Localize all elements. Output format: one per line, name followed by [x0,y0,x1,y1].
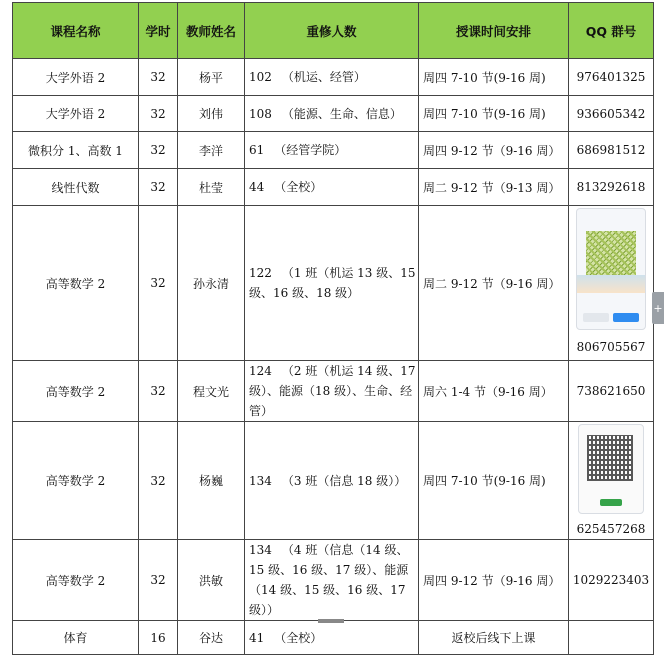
teacher-name: 程文光 [178,361,245,422]
teacher-name: 洪敏 [178,540,245,621]
course-name: 体育 [13,621,139,655]
enrollment-cell [245,59,419,96]
enrollment-count: 122 [249,266,272,280]
enrollment-count: 44 [249,180,265,194]
enrollment-count: 108 [249,106,272,121]
enrollment-cell [245,422,419,540]
course-name: 高等数学 2 [13,206,139,361]
course-hours: 32 [139,59,178,96]
enrollment-note: （4 班（信息（14 级、15 级、16 级、17 级）、能源（14 级、15 级、16 级、17 级）） [249,543,409,617]
enrollment-note: （经管学院） [274,143,347,157]
course-name: 高等数学 2 [13,361,139,422]
course-hours: 32 [139,132,178,169]
teacher-name: 杨平 [178,59,245,96]
qq-group-number: 686981512 [569,132,654,169]
horizontal-scrollbar[interactable] [318,619,344,623]
enrollment-note: （全校） [274,630,323,645]
table-row [13,206,654,361]
enrollment-cell [245,96,419,132]
qq-group-number: 806705567 [576,340,646,354]
header-enrollment: 重修人数 [245,3,419,59]
course-hours: 32 [139,422,178,540]
schedule-cell: 周四 9-12 节（9-16 周） [419,132,569,169]
qq-group-cell [569,206,654,361]
enrollment-note: （机运、经管） [281,70,366,84]
teacher-name: 李洋 [178,132,245,169]
course-name: 大学外语 2 [13,59,139,96]
course-hours: 32 [139,169,178,206]
course-name: 高等数学 2 [13,422,139,540]
enrollment-cell [245,206,419,361]
course-name: 高等数学 2 [13,540,139,621]
course-hours: 32 [139,96,178,132]
teacher-name: 谷达 [178,621,245,655]
enrollment-count: 124 [249,364,272,378]
enrollment-note: （能源、生命、信息） [281,106,402,121]
course-hours: 16 [139,621,178,655]
header-row [13,3,654,59]
enrollment-count: 134 [249,543,272,557]
enrollment-cell [245,169,419,206]
header-teacher: 教师姓名 [178,3,245,59]
teacher-name: 杜莹 [178,169,245,206]
course-name: 微积分 1、高数 1 [13,132,139,169]
table-row [13,621,654,655]
enrollment-count: 102 [249,70,272,84]
expand-side-tab[interactable] [652,292,664,324]
schedule-cell: 返校后线下上课 [419,621,569,655]
qq-group-number: 976401325 [569,59,654,96]
schedule-cell: 周二 9-12 节（9-16 周） [419,206,569,361]
qq-group-number: 813292618 [569,169,654,206]
enrollment-cell [245,540,419,621]
enrollment-note: （2 班（机运 14 级、17 级）、能源（18 级）、生命、经管） [249,364,416,418]
enrollment-cell [245,361,419,422]
teacher-name: 杨巍 [178,422,245,540]
course-hours: 32 [139,361,178,422]
schedule-cell: 周二 9-12 节（9-13 周） [419,169,569,206]
course-table [12,2,654,655]
table-row [13,169,654,206]
qq-group-number: 1029223403 [569,540,654,621]
qq-group-number [569,621,654,655]
qq-group-cell [569,422,654,540]
enrollment-count: 41 [249,630,265,645]
enrollment-cell [245,132,419,169]
qq-group-number: 936605342 [569,96,654,132]
schedule-cell: 周四 7-10 节(9-16 周) [419,422,569,540]
header-hours: 学时 [139,3,178,59]
header-course: 课程名称 [13,3,139,59]
table-row [13,422,654,540]
enrollment-count: 134 [249,473,272,488]
qq-group-number: 738621650 [569,361,654,422]
table-row [13,540,654,621]
schedule-cell: 周四 7-10 节(9-16 周) [419,59,569,96]
course-hours: 32 [139,540,178,621]
enrollment-cell [245,621,419,655]
header-qq-group: QQ 群号 [569,3,654,59]
table-row [13,96,654,132]
table-row [13,59,654,96]
qr-code-screenshot-icon [578,424,644,514]
course-name: 大学外语 2 [13,96,139,132]
enrollment-note: （全校） [274,180,323,194]
table-row [13,132,654,169]
table-row [13,361,654,422]
plus-icon: + [653,301,663,315]
enrollment-note: （1 班（机运 13 级、15 级、16 级、18 级） [249,266,416,300]
enrollment-note: （3 班（信息 18 级）） [281,473,407,488]
teacher-name: 刘伟 [178,96,245,132]
schedule-cell: 周四 9-12 节（9-16 周） [419,540,569,621]
header-schedule: 授课时间安排 [419,3,569,59]
course-hours: 32 [139,206,178,361]
schedule-cell: 周四 7-10 节(9-16 周) [419,96,569,132]
qq-group-number: 625457268 [576,522,646,536]
qr-code-screenshot-icon [576,208,646,330]
teacher-name: 孙永清 [178,206,245,361]
schedule-cell: 周六 1-4 节（9-16 周） [419,361,569,422]
enrollment-count: 61 [249,143,265,157]
course-name: 线性代数 [13,169,139,206]
